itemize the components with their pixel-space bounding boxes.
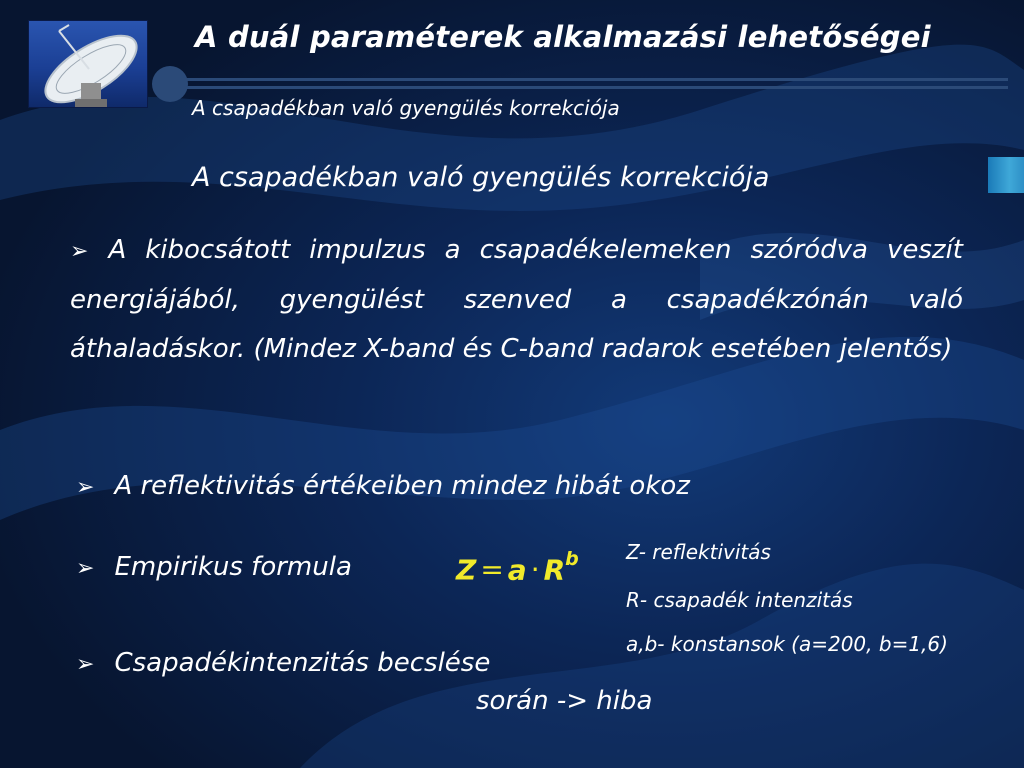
bullet-item-3 [76,552,352,582]
formula-equals: = [480,553,504,587]
bullet-text: Csapadékintenzitás becslése [114,648,491,678]
bullet-text: Empirikus formula [114,552,352,582]
bullet-arrow-icon: ➢ [76,475,95,500]
bullet-item-2 [76,471,690,501]
legend-line-2: R- csapadék intenzitás [626,588,853,612]
slide-title: A duál paraméterek alkalmazási lehetőségei [195,20,931,54]
satellite-dish-icon [28,20,148,108]
formula-a: a [507,553,527,587]
slide-subtitle: A csapadékban való gyengülés korrekciója [192,96,620,120]
bullet-item-4 [76,648,490,678]
paragraph-text: A kibocsátott impulzus a csapadékelemeken szóródva veszít energiájából, gyengülést szenved a csapadékzónán való áthaladáskor. (Mindez X-band és C-band radarok esetében jelentős) [70,235,963,364]
bullet-paragraph-1 [70,226,963,374]
bullet-arrow-icon: ➢ [70,239,89,264]
legend-line-3: a,b- konstansok (a=200, b=1,6) [626,632,948,656]
title-rule-dot [152,66,188,102]
formula-exponent: b [565,548,579,570]
bullet-text: A reflektivitás értékeiben mindez hibát okoz [114,471,690,501]
bullet-arrow-icon: ➢ [76,556,95,581]
empirical-formula [456,548,579,587]
bullet-item-4-continuation: során -> hiba [476,686,653,716]
side-tab-decoration [988,157,1024,193]
title-rule-top [180,78,1008,81]
formula-dot: · [530,553,540,587]
formula-z: Z [456,553,477,587]
section-heading: A csapadékban való gyengülés korrekciója [192,162,770,193]
formula-r: R [543,553,566,587]
bullet-arrow-icon: ➢ [76,652,95,677]
title-rule-bottom [180,86,1008,89]
legend-line-1: Z- reflektivitás [626,540,771,564]
